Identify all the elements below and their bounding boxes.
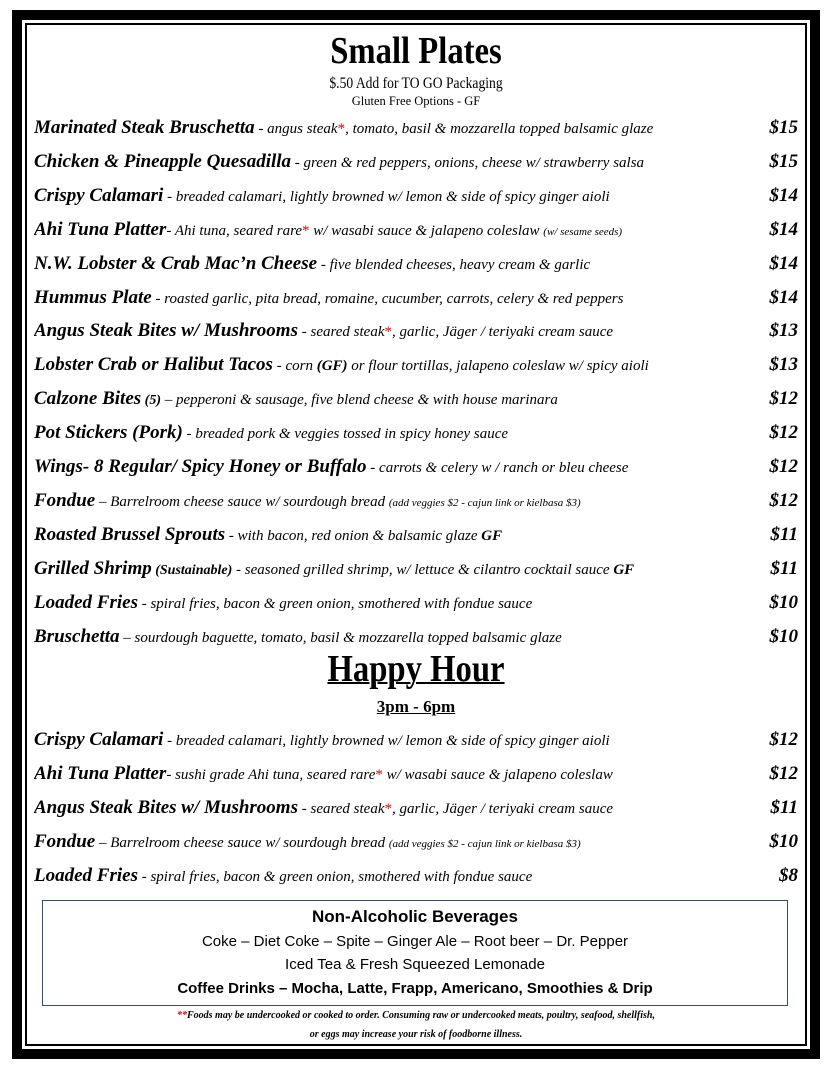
menu-item-row	[34, 729, 798, 755]
menu-item-separator: -	[166, 766, 176, 783]
raw-warning-asterisk: *	[302, 222, 310, 239]
menu-item-price: $12	[769, 762, 798, 784]
menu-item-description: seared steak	[310, 324, 385, 341]
menu-item-description: five blended cheeses, heavy cream & garlic	[329, 256, 591, 273]
menu-item-price: $14	[769, 252, 798, 274]
menu-item-row	[34, 117, 798, 143]
menu-item-price: $10	[769, 625, 798, 647]
menu-item-row	[34, 831, 798, 857]
menu-item-row	[34, 797, 798, 823]
menu-item-name: Pot Stickers (Pork)	[34, 422, 183, 444]
menu-item-name: Angus Steak Bites w/ Mushrooms	[34, 320, 298, 342]
menu-item-line	[34, 185, 610, 207]
menu-item-line	[34, 729, 610, 751]
menu-item-price: $10	[769, 830, 798, 852]
menu-item-line	[34, 558, 634, 580]
packaging-note: $.50 Add for TO GO Packaging	[329, 75, 503, 92]
menu-item-price: $15	[769, 117, 798, 138]
menu-item-separator: -	[163, 188, 176, 205]
menu-item-row	[34, 287, 798, 313]
menu-item-description: Barrelroom cheese sauce w/ sourdough bread	[110, 493, 389, 510]
menu-item-name: Bruschetta	[34, 625, 120, 647]
menu-item-description: seared steak	[310, 800, 385, 817]
menu-item-line	[34, 456, 628, 478]
menu-item-description-cont: , garlic, Jäger / teriyaki cream sauce	[392, 800, 614, 817]
menu-item-name: Angus Steak Bites w/ Mushrooms	[34, 796, 298, 818]
menu-item-name: Fondue	[34, 830, 96, 852]
menu-item-line	[34, 763, 613, 785]
menu-item-price: $12	[769, 489, 798, 511]
menu-item-description: Barrelroom cheese sauce w/ sourdough bread	[110, 834, 389, 851]
menu-item-row	[34, 219, 798, 245]
beverages-title: Non-Alcoholic Beverages	[312, 907, 518, 926]
beverages-coffee: Coffee Drinks – Mocha, Latte, Frapp, Americano, Smoothies & Drip	[177, 980, 653, 997]
menu-item-description: seasoned grilled shrimp, w/ lettuce & cilantro cocktail sauce	[244, 561, 614, 578]
raw-warning-asterisk: *	[337, 121, 346, 137]
menu-item-description-cont: w/ wasabi sauce & jalapeno coleslaw	[382, 766, 613, 783]
menu-item-row	[34, 456, 798, 482]
menu-item-price: $8	[779, 864, 798, 886]
food-warning-line-2: or eggs may increase your risk of foodborne illness.	[309, 1029, 523, 1040]
menu-item-description: breaded pork & veggies tossed in spicy honey sauce	[195, 426, 509, 443]
food-warning-line-1	[0, 1010, 832, 1021]
menu-item-row	[34, 422, 798, 448]
menu-item-separator: -	[182, 426, 196, 443]
menu-item-line	[34, 354, 649, 376]
menu-item-separator: -	[137, 868, 151, 885]
raw-warning-asterisk: *	[375, 766, 383, 783]
menu-item-name: Fondue	[34, 489, 96, 511]
menu-item-row	[34, 151, 798, 177]
menu-item-line	[34, 151, 644, 173]
menu-item-separator: –	[95, 493, 111, 510]
menu-item-description: spiral fries, bacon & green onion, smothered with fondue sauce	[150, 595, 533, 612]
menu-item-description: with bacon, red onion & balsamic glaze	[237, 527, 482, 544]
menu-item-price: $13	[769, 320, 798, 342]
menu-item-description: green & red peppers, onions, cheese w/ strawberry salsa	[303, 154, 645, 171]
beverages-box	[42, 900, 788, 1006]
menu-item-row	[34, 354, 798, 380]
menu-item-name: Ahi Tuna Platter	[34, 762, 167, 784]
menu-item-name: Calzone Bites	[34, 388, 142, 410]
menu-item-price: $15	[769, 150, 798, 172]
menu-item-price: $12	[769, 422, 798, 444]
menu-item-line	[34, 626, 562, 648]
menu-item-description: angus steak	[267, 121, 338, 137]
menu-item-line	[34, 287, 623, 309]
menu-item-name: Marinated Steak Bruschetta	[34, 117, 255, 138]
menu-item-price: $12	[769, 729, 798, 750]
happy-hour-time: 3pm - 6pm	[376, 697, 456, 716]
menu-item-separator: -	[151, 290, 165, 307]
raw-warning-asterisk: *	[384, 324, 392, 341]
menu-item-row	[34, 524, 798, 550]
menu-item-name: Grilled Shrimp	[34, 557, 152, 579]
menu-item-name: Ahi Tuna Platter	[34, 218, 167, 240]
menu-item-line	[34, 797, 613, 819]
menu-item-name: Lobster Crab or Halibut Tacos	[34, 354, 273, 376]
menu-item-name: Crispy Calamari	[34, 729, 164, 750]
menu-item-description: corn	[285, 358, 317, 375]
menu-item-line	[34, 388, 558, 410]
menu-item-price: $11	[770, 796, 798, 818]
menu-item-line	[34, 117, 653, 139]
menu-item-row	[34, 763, 798, 789]
menu-item-separator: -	[254, 121, 268, 137]
menu-item-description: Ahi tuna, seared rare	[174, 222, 303, 239]
menu-item-description: breaded calamari, lightly browned w/ lemon & side of spicy ginger aioli	[175, 733, 610, 749]
menu-item-description: spiral fries, bacon & green onion, smothered with fondue sauce	[150, 868, 533, 885]
menu-item-separator: –	[95, 834, 111, 851]
menu-item-description: sourdough baguette, tomato, basil & mozzarella topped balsamic glaze	[134, 629, 562, 646]
beverages-sodas: Coke – Diet Coke – Spite – Ginger Ale – Root beer – Dr. Pepper	[201, 933, 629, 950]
menu-item-line	[34, 592, 532, 614]
menu-item-price: $14	[769, 218, 798, 240]
menu-item-price: $12	[769, 388, 798, 410]
menu-item-price: $11	[770, 557, 798, 579]
menu-item-qualifier: (Sustainable)	[151, 562, 233, 578]
menu-item-description: sushi grade Ahi tuna, seared rare	[175, 766, 376, 783]
menu-item-separator: -	[297, 800, 311, 817]
raw-warning-asterisk: *	[384, 800, 392, 817]
menu-item-name: Loaded Fries	[34, 591, 138, 613]
happy-hour-title: Happy Hour	[327, 648, 505, 690]
menu-item-addon-note: (add veggies $2 - cajun link or kielbasa $3)	[388, 496, 581, 509]
menu-item-separator: -	[272, 358, 286, 375]
menu-item-price: $11	[770, 523, 798, 545]
menu-item-description: pepperoni & sausage, five blend cheese & with house marinara	[175, 392, 558, 409]
menu-item-separator: -	[297, 324, 311, 341]
menu-item-row	[34, 490, 798, 516]
menu-item-row	[34, 185, 798, 211]
menu-item-separator: –	[160, 392, 176, 409]
menu-item-price: $14	[769, 184, 798, 206]
menu-item-row	[34, 320, 798, 346]
menu-item-separator: -	[137, 595, 151, 612]
menu-item-separator: -	[163, 733, 176, 749]
menu-item-addon-note: (add veggies $2 - cajun link or kielbasa $3)	[388, 837, 581, 850]
menu-item-name: Crispy Calamari	[34, 184, 164, 206]
menu-item-row	[34, 558, 798, 584]
menu-item-separator: -	[291, 154, 304, 171]
menu-item-description-cont: or flour tortillas, jalapeno coleslaw w/ spicy aioli	[347, 358, 649, 375]
menu-item-description-cont: , garlic, Jäger / teriyaki cream sauce	[392, 324, 614, 341]
menu-item-price: $10	[769, 591, 798, 613]
menu-item-price: $14	[769, 286, 798, 308]
menu-item-name: Loaded Fries	[34, 864, 138, 886]
menu-item-line	[34, 865, 532, 887]
menu-item-line	[34, 253, 590, 275]
warning-asterisks: **	[177, 1010, 187, 1021]
menu-item-row	[34, 592, 798, 618]
menu-item-line	[34, 831, 581, 853]
menu-item-name: Wings- 8 Regular/ Spicy Honey or Buffalo	[34, 456, 367, 477]
menu-item-description: carrots & celery w / ranch or bleu cheese	[379, 460, 629, 476]
menu-item-gf-tag: GF	[481, 527, 503, 544]
menu-item-separator: -	[225, 527, 238, 544]
menu-item-name: Hummus Plate	[34, 286, 152, 308]
menu-item-price: $13	[769, 354, 798, 376]
menu-item-name: Chicken & Pineapple Quesadilla	[34, 150, 292, 172]
menu-item-gf-tag: GF	[613, 561, 635, 578]
menu-item-row	[34, 865, 798, 891]
menu-item-price: $12	[769, 456, 798, 477]
menu-item-description-cont: , tomato, basil & mozzarella topped balsamic glaze	[345, 121, 654, 137]
menu-item-separator: -	[166, 222, 175, 239]
menu-item-gf-tag: (GF)	[316, 358, 348, 375]
warning-text-1: Foods may be undercooked or cooked to order. Consuming raw or undercooked meats, poultry, seafood, shellfish,	[187, 1010, 655, 1021]
menu-item-description: breaded calamari, lightly browned w/ lemon & side of spicy ginger aioli	[175, 188, 610, 205]
beverages-tea-lemonade: Iced Tea & Fresh Squeezed Lemonade	[285, 956, 545, 973]
gluten-free-note: Gluten Free Options - GF	[351, 94, 481, 108]
menu-item-separator: -	[366, 460, 380, 476]
menu-item-name: Roasted Brussel Sprouts	[34, 523, 226, 545]
menu-item-separator: -	[232, 561, 245, 578]
menu-item-addon-note: (w/ sesame seeds)	[543, 225, 623, 238]
menu-item-separator: –	[119, 629, 135, 646]
menu-item-line	[34, 219, 622, 241]
menu-item-description: roasted garlic, pita bread, romaine, cucumber, carrots, celery & red peppers	[164, 290, 624, 307]
menu-item-row	[34, 253, 798, 279]
menu-item-line	[34, 524, 502, 546]
small-plates-title: Small Plates	[330, 30, 502, 72]
menu-item-line	[34, 422, 508, 444]
menu-item-row	[34, 388, 798, 414]
menu-item-line	[34, 320, 613, 342]
menu-item-name: N.W. Lobster & Crab Mac’n Cheese	[34, 252, 318, 274]
menu-item-separator: -	[317, 256, 330, 273]
menu-item-qualifier: (5)	[141, 393, 161, 409]
menu-item-line	[34, 490, 581, 512]
menu-item-description-cont: w/ wasabi sauce & jalapeno coleslaw	[309, 222, 544, 239]
